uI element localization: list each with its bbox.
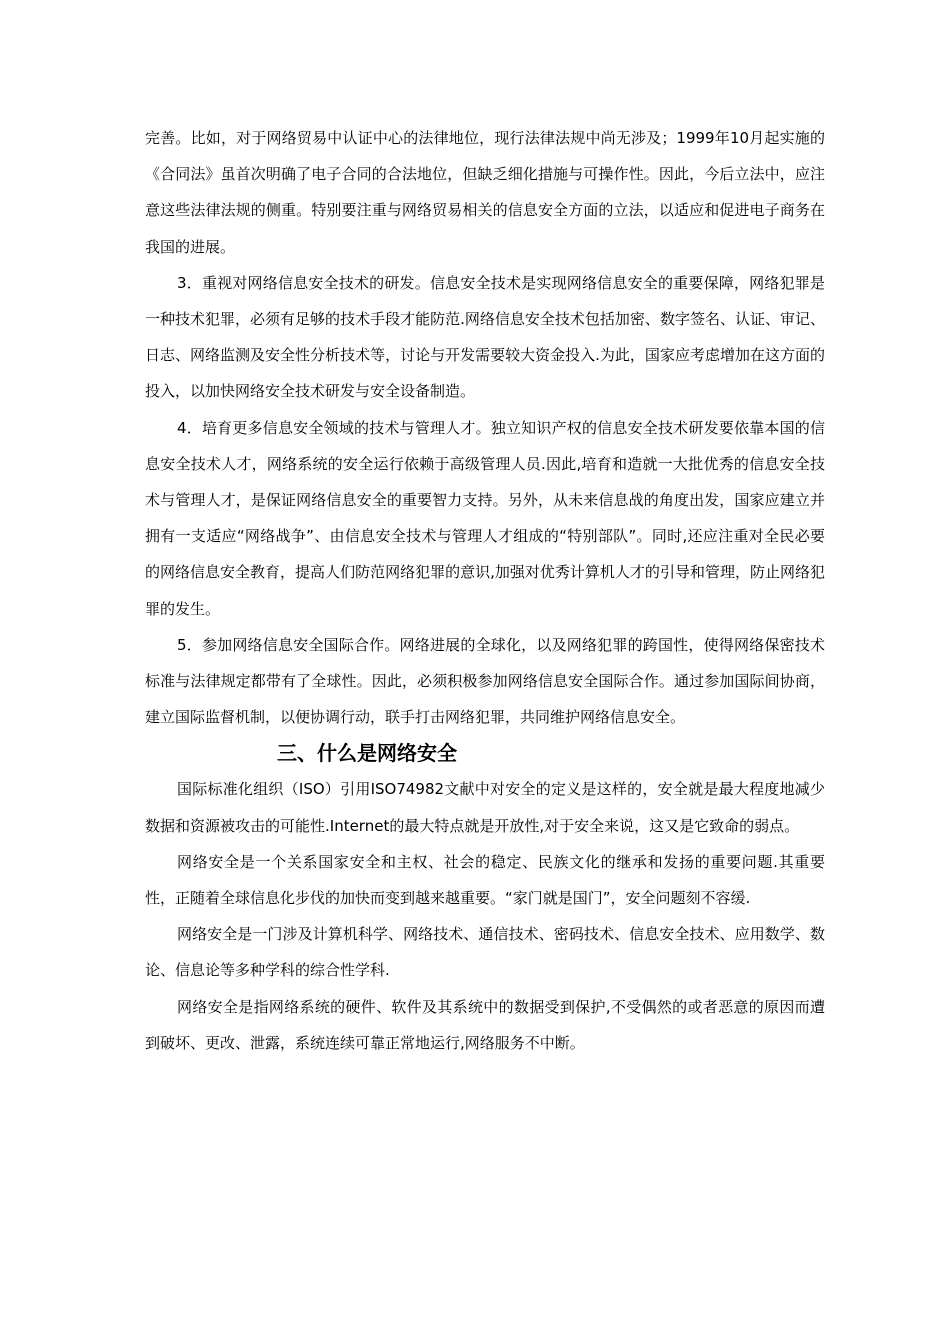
document-page (145, 120, 825, 1061)
paragraph-item-4: 4．培育更多信息安全领域的技术与管理人才。独立知识产权的信息安全技术研发要依靠本国的信息安全技术人才，网络系统的安全运行依赖于高级管理人员.因此,培育和造就一大批优秀的信息安全技术与管理人才，是保证网络信息安全的重要智力支持。另外，从未来信息战的角度出发，国家应建立并拥有一支适应“网络战争”、由信息安全技术与管理人才组成的“特别部队”。同时,还应注重对全民必要的网络信息安全教育，提高人们防范网络犯罪的意识,加强对优秀计算机人才的引导和管理，防止网络犯罪的发生。 (145, 418, 825, 618)
paragraph-definition: 网络安全是指网络系统的硬件、软件及其系统中的数据受到保护,不受偶然的或者恶意的原因而遭到破坏、更改、泄露，系统连续可靠正常地运行,网络服务不中断。 (145, 997, 825, 1052)
paragraph-item-3: 3．重视对网络信息安全技术的研发。信息安全技术是实现网络信息安全的重要保障，网络犯罪是一种技术犯罪，必须有足够的技术手段才能防范.网络信息安全技术包括加密、数字签名、认证、审记、日志、网络监测及安全性分析技术等，讨论与开发需要较大资金投入.为此，国家应考虑增加在这方面的投入，以加快网络安全技术研发与安全设备制造。 (145, 273, 825, 401)
paragraph-intro-continuation: 完善。比如，对于网络贸易中认证中心的法律地位，现行法律法规中尚无涉及；1999年10月起实施的《合同法》虽首次明确了电子合同的合法地位，但缺乏细化措施与可操作性。因此，今后立法中，应注意这些法律法规的侧重。特别要注重与网络贸易相关的信息安全方面的立法，以适应和促进电子商务在我国的进展。 (145, 129, 825, 256)
paragraph-importance: 网络安全是一个关系国家安全和主权、社会的稳定、民族文化的继承和发扬的重要问题.其重要性，正随着全球信息化步伐的加快而变到越来越重要。“家门就是国门”，安全问题刻不容缓. (145, 852, 825, 908)
section-bottom (145, 771, 825, 1061)
section-heading: 三、什么是网络安全 (277, 741, 457, 766)
paragraph-iso-definition: 国际标准化组织（ISO）引用ISO74982文献中对安全的定义是这样的，安全就是最大程度地减少数据和资源被攻击的可能性.Internet的最大特点就是开放性,对于安全来说，这又是它致命的弱点。 (145, 780, 825, 835)
paragraph-item-5: 5．参加网络信息安全国际合作。网络进展的全球化，以及网络犯罪的跨国性，使得网络保密技术标准与法律规定都带有了全球性。因此，必须积极参加网络信息安全国际合作。通过参加国际间协商，建立国际监督机制，以便协调行动，联手打击网络犯罪，共同维护网络信息安全。 (145, 635, 825, 727)
paragraph-discipline: 网络安全是一门涉及计算机科学、网络技术、通信技术、密码技术、信息安全技术、应用数学、数论、信息论等多种学科的综合性学科. (145, 925, 825, 980)
section-top (145, 120, 825, 735)
